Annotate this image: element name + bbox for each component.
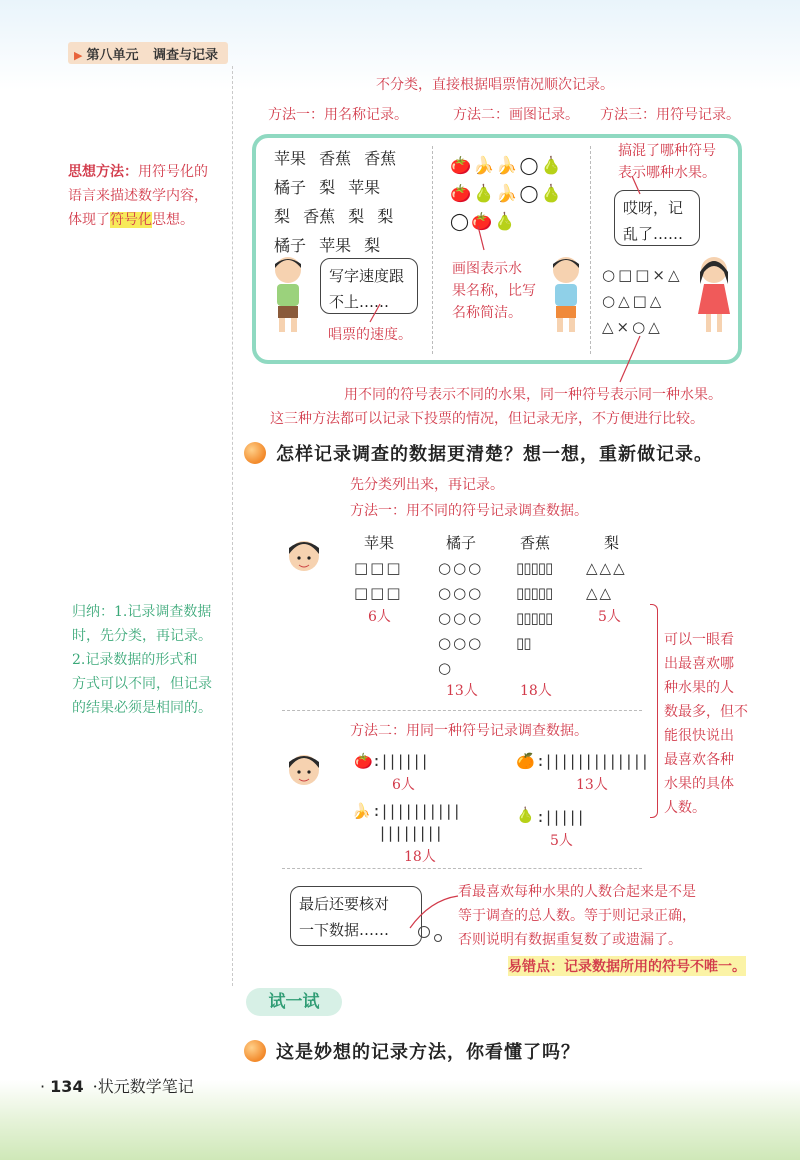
right-note [664,628,754,820]
note-line: 果名称，比写 [452,283,536,299]
tally-banana-2: |||||||| [378,824,443,842]
note-line: 搞混了哪种符号 [618,143,716,159]
note-picture [452,258,536,324]
fruit-row: 橘子 苹果 梨 [274,236,381,255]
bubble-line: 最后还要核对 [299,895,390,913]
header-apple: 苹果 [364,534,395,552]
symbol-record [602,262,683,340]
error-point: 易错点：记录数据所用的符号不唯一。 [508,956,746,976]
symbol-row: ▯▯ [516,634,531,652]
tomato-icon: 🍅 [354,752,373,770]
note-line: 水果的具体 [664,776,734,792]
thinking-text-4: 思想。 [152,212,194,228]
count-orange: 13人 [446,683,478,699]
note-line: 名称简洁。 [452,305,522,321]
col-apple [354,556,403,606]
speech-bubble-confused [614,190,700,246]
note-line: 等于调查的总人数。等于则记录正确， [458,908,696,924]
girl-figure [692,254,736,334]
try-it-badge: 试一试 [246,988,342,1016]
summary-line: 的结果必须是相同的。 [72,700,212,716]
symbol-row: ▯▯▯▯▯ [516,609,553,627]
symbol-row: □□□ [354,559,403,577]
highlight-term: 符号化 [110,212,152,228]
speech-bubble-slow [320,258,418,314]
bubble-line: 哎呀，记 [623,199,684,217]
symbol-row: ○○○ [438,634,484,652]
check-arrow [380,890,460,940]
count-apple: 6人 [368,609,391,625]
banana-icon: 🍌 [352,802,371,820]
method-b-label: 方法二：用同一种符号记录调查数据。 [350,723,588,739]
symbol-row: ○□□×△ [602,266,683,284]
fruit-name-record [274,144,396,260]
symbol-row: ▯▯▯▯▯ [516,584,553,602]
bubble-line: 不上…… [329,293,390,311]
question-1: 怎样记录调查的数据更清楚？想一想，重新做记录。 [276,444,713,465]
thinking-text-2: 语言来描述数学内容， [68,188,208,204]
note-below-panel-2: 这三种方法都可以记录下投票的情况，但记录无序，不方便进行比较。 [270,411,704,427]
margin-divider [232,66,233,986]
note-classify: 先分类列出来，再记录。 [350,477,504,493]
method-a-label: 方法一：用不同的符号记录调查数据。 [350,503,588,519]
col-orange [438,556,483,681]
sidebar-thinking [68,160,228,232]
boy-figure-1 [266,254,310,334]
panel-divider-2 [590,146,591,354]
sidebar-summary [72,600,232,720]
note-line: 画图表示水 [452,261,522,277]
boy-face-1 [286,534,322,578]
section-divider-2 [282,868,642,869]
col-banana [516,556,552,656]
bubble-line: 乱了…… [623,225,684,243]
header-orange: 橘子 [446,534,477,552]
note-check [458,880,696,952]
tally-pear: :||||| [536,808,585,826]
symbol-row: △△ [586,584,614,602]
method-1-label: 方法一：用名称记录。 [268,107,408,123]
symbol-row: ▯▯▯▯▯ [516,559,553,577]
method-3-label: 方法三：用符号记录。 [600,107,740,123]
symbol-row: △△△ [586,559,627,577]
section-divider [282,710,642,711]
symbol-row: ○△□△ [602,292,665,310]
note-line: 表示哪种水果。 [618,165,716,181]
note-top: 不分类，直接根据唱票情况顺次记录。 [376,77,614,93]
symbol-row: ○○○ [438,559,484,577]
unit-label: 第八单元 [86,48,139,63]
unit-title: 调查与记录 [153,48,219,63]
summary-line: 归纳：1.记录调查数据 [72,604,212,620]
picture-row: 🍅🍐🍌◯🍐 [450,184,564,204]
thinking-text-1: 用符号化的 [138,164,208,180]
note-line: 人数。 [664,800,706,816]
count-pear: 5人 [598,609,621,625]
bullet-icon [244,442,266,464]
note-line: 可以一眼看 [664,632,734,648]
symbol-row: △×○△ [602,318,663,336]
note-line: 种水果的人 [664,680,734,696]
symbol-row: ○ [438,659,454,677]
book-title: ·状元数学笔记 [92,1077,194,1096]
thinking-label: 思想方法： [68,164,138,180]
symbol-row: ○○○ [438,584,484,602]
note-symbol [618,140,716,184]
bubble-line: 写字速度跟 [329,267,405,285]
tally-count-banana: 18人 [404,849,436,865]
note-line: 最喜欢各种 [664,752,734,768]
picture-row: 🍅🍌🍌◯🍐 [450,156,564,176]
orange-icon: 🍊 [516,752,535,770]
note-line: 能很快说出 [664,728,734,744]
picture-record [450,152,564,236]
picture-row: ◯🍅🍐 [450,212,518,232]
bullet-icon [244,1040,266,1062]
col-pear [586,556,627,606]
summary-line: 2.记录数据的形式和 [72,652,198,668]
pear-icon: 🍐 [516,806,535,824]
page-footer: · 134 ·状元数学笔记 [40,1077,194,1096]
tally-apple: :|||||| [372,752,429,770]
method-2-label: 方法二：画图记录。 [453,107,579,123]
tally-count-apple: 6人 [392,777,415,793]
red-bracket [650,604,658,818]
note-kid1: 唱票的速度。 [328,327,412,343]
question-2: 这是妙想的记录方法，你看懂了吗？ [276,1042,580,1063]
tally-banana-1: :|||||||||| [372,802,461,820]
panel-divider-1 [432,146,433,354]
bubble-line: 一下数据…… [299,921,390,939]
unit-header [68,42,228,64]
header-banana: 香蕉 [520,534,551,552]
note-line: 看最喜欢每种水果的人数合起来是不是 [458,884,696,900]
summary-line: 时，先分类，再记录。 [72,628,212,644]
count-banana: 18人 [520,683,552,699]
tally-count-pear: 5人 [550,833,573,849]
fruit-row: 苹果 香蕉 香蕉 [274,149,397,168]
note-below-panel-1: 用不同的符号表示不同的水果，同一种符号表示同一种水果。 [344,387,722,403]
thinking-text-3: 体现了 [68,212,110,228]
note-line: 数最多，但不 [664,704,748,720]
symbol-row: □□□ [354,584,403,602]
fruit-row: 梨 香蕉 梨 梨 [274,207,394,226]
header-pear: 梨 [604,534,620,552]
page-number: 134 [50,1077,84,1096]
summary-line: 方式可以不同，但记录 [72,676,212,692]
triangle-icon: ▶ [74,49,83,62]
note-line: 出最喜欢哪 [664,656,734,672]
symbol-row: ○○○ [438,609,484,627]
tally-orange: :||||||||||||| [536,752,649,770]
boy-figure-2 [544,254,588,334]
note-line: 否则说明有数据重复数了或遗漏了。 [458,932,682,948]
fruit-row: 橘子 梨 苹果 [274,178,381,197]
boy-face-2 [286,748,322,792]
tally-count-orange: 13人 [576,777,608,793]
